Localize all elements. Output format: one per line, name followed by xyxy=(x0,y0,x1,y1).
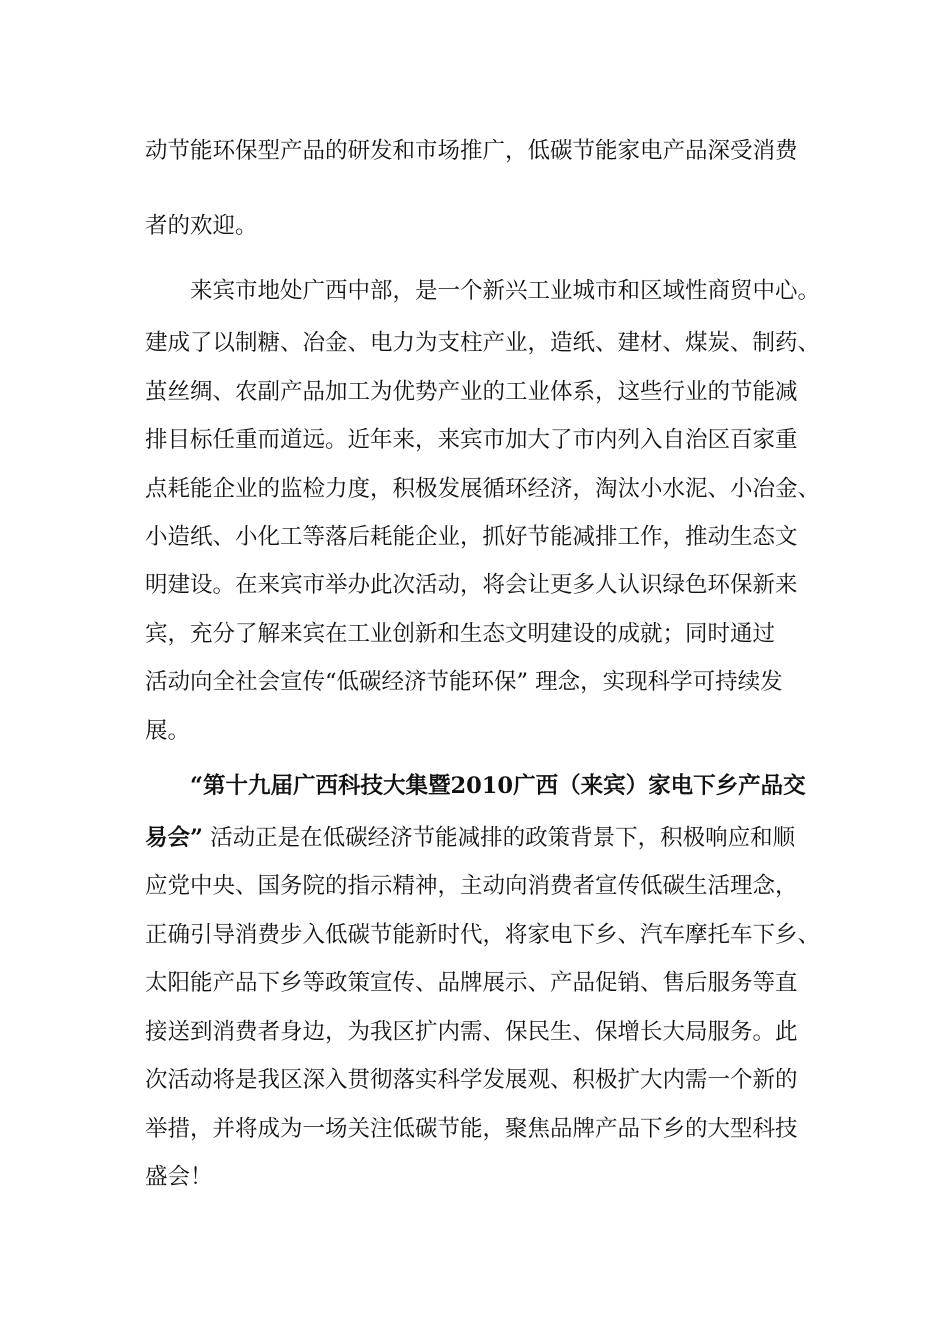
paragraph-3-title-line-2: 易会” xyxy=(145,825,203,851)
paragraph-1-line-2: 者的欢迎。 xyxy=(145,213,258,239)
paragraph-2-line-5: 点耗能企业的监检力度，积极发展循环经济，淘汰小水泥、小冶金、 xyxy=(145,476,821,502)
paragraph-3-line-4: 正确引导消费步入低碳节能新时代，将家电下乡、汽车摩托车下乡、 xyxy=(145,922,821,948)
paragraph-3-line-2-rest: 活动正是在低碳经济节能减排的政策背景下，积极响应和顺 xyxy=(202,825,796,851)
paragraph-2-line-7: 明建设。在来宾市举办此次活动，将会让更多人认识绿色环保新来 xyxy=(145,572,798,598)
paragraph-3-title-line-1: “第十九届广西科技大集暨2010广西（来宾）家电下乡产品交 xyxy=(190,773,806,799)
paragraph-3-line-5: 太阳能产品下乡等政策宣传、品牌展示、产品促销、售后服务等直 xyxy=(145,970,798,996)
paragraph-1-line-1: 动节能环保型产品的研发和市场推广，低碳节能家电产品深受消费 xyxy=(145,138,798,164)
paragraph-3-line-7: 次活动将是我区深入贯彻落实科学发展观、积极扩大内需一个新的 xyxy=(145,1067,798,1093)
paragraph-2-line-2: 建成了以制糖、冶金、电力为支柱产业，造纸、建材、煤炭、制药、 xyxy=(145,330,821,356)
paragraph-3-line-2 xyxy=(145,823,795,853)
paragraph-2-line-6: 小造纸、小化工等落后耗能企业，抓好节能减排工作，推动生态文 xyxy=(145,524,798,550)
paragraph-3-line-9: 盛会！ xyxy=(145,1164,213,1190)
paragraph-3-line-3: 应党中央、国务院的指示精神，主动向消费者宣传低碳生活理念， xyxy=(145,873,798,899)
paragraph-2-line-9: 活动向全社会宣传“低碳经济节能环保” 理念，实现科学可持续发 xyxy=(145,669,783,695)
paragraph-3-line-6: 接送到消费者身边，为我区扩内需、保民生、保增长大局服务。此 xyxy=(145,1019,798,1045)
paragraph-2-line-3: 茧丝绸、农副产品加工为优势产业的工业体系，这些行业的节能减 xyxy=(145,379,798,405)
paragraph-2-line-1: 来宾市地处广西中部，是一个新兴工业城市和区域性商贸中心。 xyxy=(190,278,821,304)
paragraph-2-line-8: 宾，充分了解来宾在工业创新和生态文明建设的成就；同时通过 xyxy=(145,621,776,647)
paragraph-2-line-10: 展。 xyxy=(145,718,191,744)
paragraph-2-line-4: 排目标任重而道远。近年来，来宾市加大了市内列入自治区百家重 xyxy=(145,427,798,453)
paragraph-3-line-8: 举措，并将成为一场关注低碳节能，聚焦品牌产品下乡的大型科技 xyxy=(145,1116,798,1142)
